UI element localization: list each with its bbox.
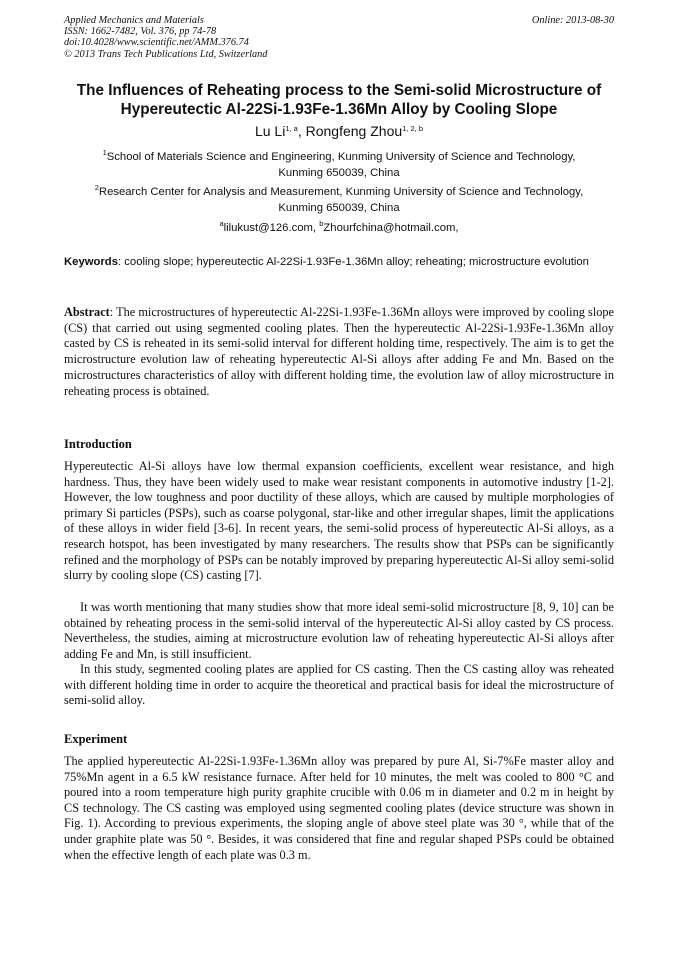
author-name: Rongfeng Zhou: [305, 123, 403, 139]
affiliation-line: Research Center for Analysis and Measurement, Kunming University of Science and Technology,: [98, 186, 584, 198]
email-address: lilukust@126.com,: [223, 222, 317, 234]
affiliation-mark: 1: [102, 148, 107, 157]
affiliation-1: [64, 150, 614, 181]
affiliation-line: Kunming 650039, China: [278, 201, 400, 214]
abstract-block: [64, 305, 614, 399]
journal-issn: ISSN: 1662-7482, Vol. 376, pp 74-78: [64, 26, 217, 38]
journal-header: [64, 15, 267, 60]
author-affiliation-mark: 1, a: [285, 124, 298, 133]
section-heading-introduction: Introduction: [64, 437, 132, 451]
keywords-block: [64, 255, 614, 270]
abstract-text: : The microstructures of hypereutectic Al-22Si-1.93Fe-1.36Mn alloys were improved by cooling slope (CS) that carried out using segmented cooling plates. Then the hypereutectic Al-22Si-1.93Fe-1.36Mn alloy casted by CS is reheated in its semi-solid interval for different holding time, respectively. The aim is to get the microstructure evolution law of reheating hypereutectic Al-Si alloys after adding Fe and Mn. Based on the microstructures characteristics of alloy with different holding time, the evolution law of alloy microstructure in reheating process is obtained.: [64, 305, 614, 398]
affiliation-line: School of Materials Science and Engineering, Kunming University of Science and Technology,: [106, 151, 576, 163]
online-date: Online: 2013-08-30: [531, 15, 614, 26]
title-line-2: Hypereutectic Al-22Si-1.93Fe-1.36Mn Alloy by Cooling Slope: [120, 101, 558, 118]
journal-doi: doi:10.4028/www.scientific.net/AMM.376.74: [64, 37, 249, 49]
author-emails: [64, 221, 614, 236]
paper-title: [50, 81, 628, 119]
author-affiliation-mark: 1, 2, b: [402, 124, 424, 133]
affiliation-line: Kunming 650039, China: [278, 166, 400, 179]
section-heading-experiment: Experiment: [64, 732, 128, 746]
keywords-text: : cooling slope; hypereutectic Al-22Si-1.93Fe-1.36Mn alloy; reheating; microstructure evolution: [118, 256, 589, 268]
author-name: Lu Li: [254, 123, 286, 139]
experiment-paragraph: The applied hypereutectic Al-22Si-1.93Fe-1.36Mn alloy was prepared by pure Al, Si-7%Fe master alloy and 75%Mn agent in a 6.5 kW resistance furnace. After held for 10 minutes, the melt was cooled to 800 °C and poured into a room temperature high purity graphite crucible with 0.06 m in diameter and 0.2 m in height by CS technology. The CS casting was employed using segmented cooling plates (device structure was shown in Fig. 1). According to previous experiments, the sloping angle of above steel plate was 30 °, while that of the under graphite plate was 50 °. Besides, it was considered that fine and regular shaped PSPs could be obtained when the effective length of each plate was 0.3 m.: [64, 754, 614, 862]
affiliation-mark: 2: [94, 183, 99, 192]
author-list: [64, 122, 614, 140]
affiliation-2: [64, 185, 614, 216]
introduction-paragraph: In this study, segmented cooling plates are applied for CS casting. Then the CS casting alloy was reheated with different holding time in order to acquire the theoretical and practical basis for ideal the microstructure of semi-solid alloy.: [64, 662, 614, 708]
introduction-paragraph: Hypereutectic Al-Si alloys have low thermal expansion coefficients, excellent wear resistance, and high hardness. Thus, they have been widely used to make wear resistant components in automotive industry [1-2]. However, the low toughness and poor ductility of these alloys, which are caused by multiple morphologies of primary Si particles (PSPs), such as coarse polygonal, star-like and other irregular shapes, limit the applications of these alloys in wider field [3-6]. In recent years, the semi-solid process of hypereutectic Al-Si alloys, as a research hotspot, has been investigated by many researchers. The results show that PSPs can be significantly refined and the morphology of PSPs can be notably improved by preparing hypereutectic Al-Si alloy semi-solid slurry by cooling slope (CS) casting [7].: [64, 459, 614, 583]
email-address: Zhourfchina@hotmail.com,: [323, 222, 459, 234]
author-separator: ,: [297, 123, 306, 139]
introduction-paragraph: It was worth mentioning that many studies show that more ideal semi-solid microstructure [8, 9, 10] can be obtained by reheating process in the semi-solid interval of the hypereutectic Al-Si alloy casted by CS process. Nevertheless, the studies, aiming at microstructure evolution law of reheating hypereutectic Al-Si alloys after adding Fe and Mn, is still insufficient.: [64, 600, 614, 661]
journal-copyright: © 2013 Trans Tech Publications Ltd, Switzerland: [64, 48, 268, 60]
abstract-label: Abstract: [64, 305, 110, 319]
email-mark: a: [219, 219, 224, 228]
journal-name: Applied Mechanics and Materials: [64, 15, 204, 26]
keywords-label: Keywords: [64, 256, 118, 268]
title-line-1: The Influences of Reheating process to the Semi-solid Microstructure of: [76, 82, 602, 99]
email-mark: b: [319, 219, 324, 228]
